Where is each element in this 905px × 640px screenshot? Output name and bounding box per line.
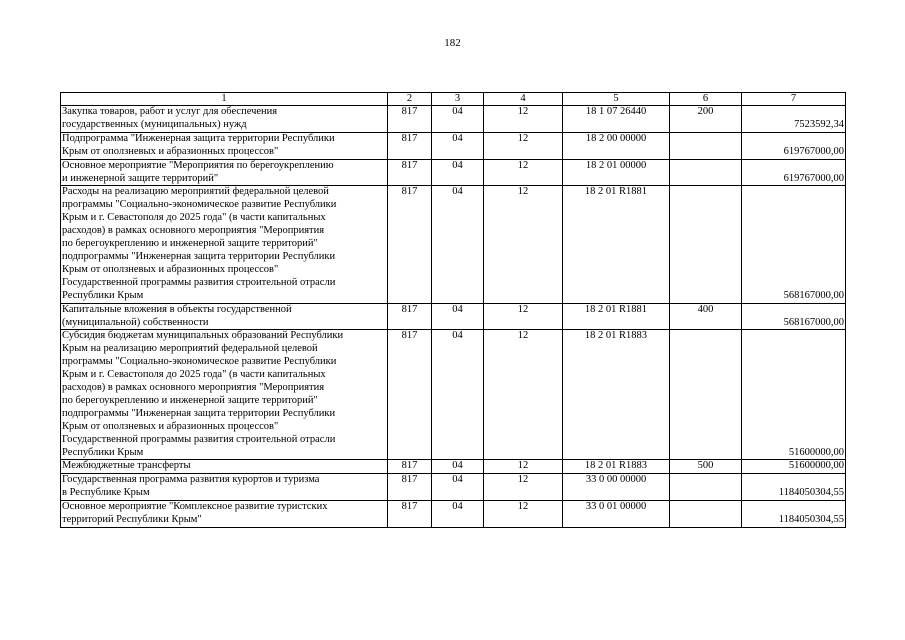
row-subsection-code: 12	[484, 186, 563, 303]
row-name: Субсидия бюджетам муниципальных образований Республики Крым на реализацию мероприятий федеральной целевой программы "Социально-экономическое развитие Республики Крым и г. Севастополя до 2025 года" (в части капитальных расходов) в рамках основного мероприятия "Мероприятия по берегоукреплению и инженерной защите территорий" подпрограммы "Инженерная защита территории Республики Крым от оползневых и абразионных процессов" Государственной программы развития строительной отрасли Республики Крым	[61, 330, 388, 460]
row-subsection-code: 12	[484, 474, 563, 501]
row-ministry-code: 817	[388, 186, 432, 303]
row-name: Основное мероприятие "Мероприятия по берегоукреплению и инженерной защите территорий"	[61, 159, 388, 186]
table-row	[61, 303, 846, 330]
row-target-article: 18 2 01 00000	[563, 159, 670, 186]
row-target-article: 18 2 01 R1883	[563, 460, 670, 474]
row-section-code: 04	[432, 186, 484, 303]
row-name: Государственная программа развития курортов и туризма в Республике Крым	[61, 474, 388, 501]
row-amount: 619767000,00	[742, 159, 846, 186]
table-row	[61, 474, 846, 501]
row-name: Расходы на реализацию мероприятий федеральной целевой программы "Социально-экономическое развитие Республики Крым и г. Севастополя до 2025 года" (в части капитальных расходов) в рамках основного мероприятия "Мероприятия по берегоукреплению и инженерной защите территорий" подпрограммы "Инженерная защита территории Республики Крым от оползневых и абразионных процессов" Государственной программы развития строительной отрасли Республики Крым	[61, 186, 388, 303]
column-header-4: 4	[484, 93, 563, 106]
row-section-code: 04	[432, 460, 484, 474]
row-name: Межбюджетные трансферты	[61, 460, 388, 474]
row-expense-type	[670, 474, 742, 501]
row-expense-type	[670, 159, 742, 186]
row-name: Закупка товаров, работ и услуг для обеспечения государственных (муниципальных) нужд	[61, 106, 388, 133]
table-row	[61, 159, 846, 186]
column-header-1: 1	[61, 93, 388, 106]
row-subsection-code: 12	[484, 303, 563, 330]
table-row	[61, 186, 846, 303]
row-target-article: 18 2 01 R1883	[563, 330, 670, 460]
row-expense-type: 200	[670, 106, 742, 133]
row-section-code: 04	[432, 159, 484, 186]
row-section-code: 04	[432, 106, 484, 133]
column-header-7: 7	[742, 93, 846, 106]
column-header-6: 6	[670, 93, 742, 106]
row-ministry-code: 817	[388, 106, 432, 133]
row-name: Подпрограмма "Инженерная защита территории Республики Крым от оползневых и абразионных процессов"	[61, 132, 388, 159]
row-subsection-code: 12	[484, 330, 563, 460]
row-section-code: 04	[432, 303, 484, 330]
row-section-code: 04	[432, 330, 484, 460]
row-expense-type	[670, 501, 742, 528]
row-ministry-code: 817	[388, 159, 432, 186]
row-subsection-code: 12	[484, 501, 563, 528]
row-target-article: 33 0 01 00000	[563, 501, 670, 528]
row-amount: 51600000,00	[742, 330, 846, 460]
row-expense-type	[670, 330, 742, 460]
budget-table	[60, 92, 846, 528]
row-target-article: 33 0 00 00000	[563, 474, 670, 501]
row-expense-type	[670, 132, 742, 159]
row-target-article: 18 2 00 00000	[563, 132, 670, 159]
row-ministry-code: 817	[388, 501, 432, 528]
row-amount: 1184050304,55	[742, 474, 846, 501]
table-row	[61, 106, 846, 133]
row-amount: 51600000,00	[742, 460, 846, 474]
table-row	[61, 330, 846, 460]
row-subsection-code: 12	[484, 106, 563, 133]
row-subsection-code: 12	[484, 132, 563, 159]
row-section-code: 04	[432, 132, 484, 159]
row-amount: 7523592,34	[742, 106, 846, 133]
table-row	[61, 501, 846, 528]
row-subsection-code: 12	[484, 159, 563, 186]
row-expense-type: 500	[670, 460, 742, 474]
row-ministry-code: 817	[388, 303, 432, 330]
row-section-code: 04	[432, 474, 484, 501]
row-subsection-code: 12	[484, 460, 563, 474]
row-expense-type: 400	[670, 303, 742, 330]
table-row	[61, 132, 846, 159]
row-amount: 568167000,00	[742, 303, 846, 330]
table-row	[61, 460, 846, 474]
row-section-code: 04	[432, 501, 484, 528]
row-amount: 1184050304,55	[742, 501, 846, 528]
row-amount: 619767000,00	[742, 132, 846, 159]
row-target-article: 18 1 07 26440	[563, 106, 670, 133]
row-name: Основное мероприятие "Комплексное развитие туристских территорий Республики Крым"	[61, 501, 388, 528]
row-ministry-code: 817	[388, 460, 432, 474]
row-expense-type	[670, 186, 742, 303]
row-ministry-code: 817	[388, 330, 432, 460]
table-header-row	[61, 93, 846, 106]
row-ministry-code: 817	[388, 132, 432, 159]
row-name: Капитальные вложения в объекты государственной (муниципальной) собственности	[61, 303, 388, 330]
column-header-2: 2	[388, 93, 432, 106]
row-ministry-code: 817	[388, 474, 432, 501]
column-header-3: 3	[432, 93, 484, 106]
row-target-article: 18 2 01 R1881	[563, 303, 670, 330]
column-header-5: 5	[563, 93, 670, 106]
page-number: 182	[444, 37, 461, 49]
row-target-article: 18 2 01 R1881	[563, 186, 670, 303]
row-amount: 568167000,00	[742, 186, 846, 303]
